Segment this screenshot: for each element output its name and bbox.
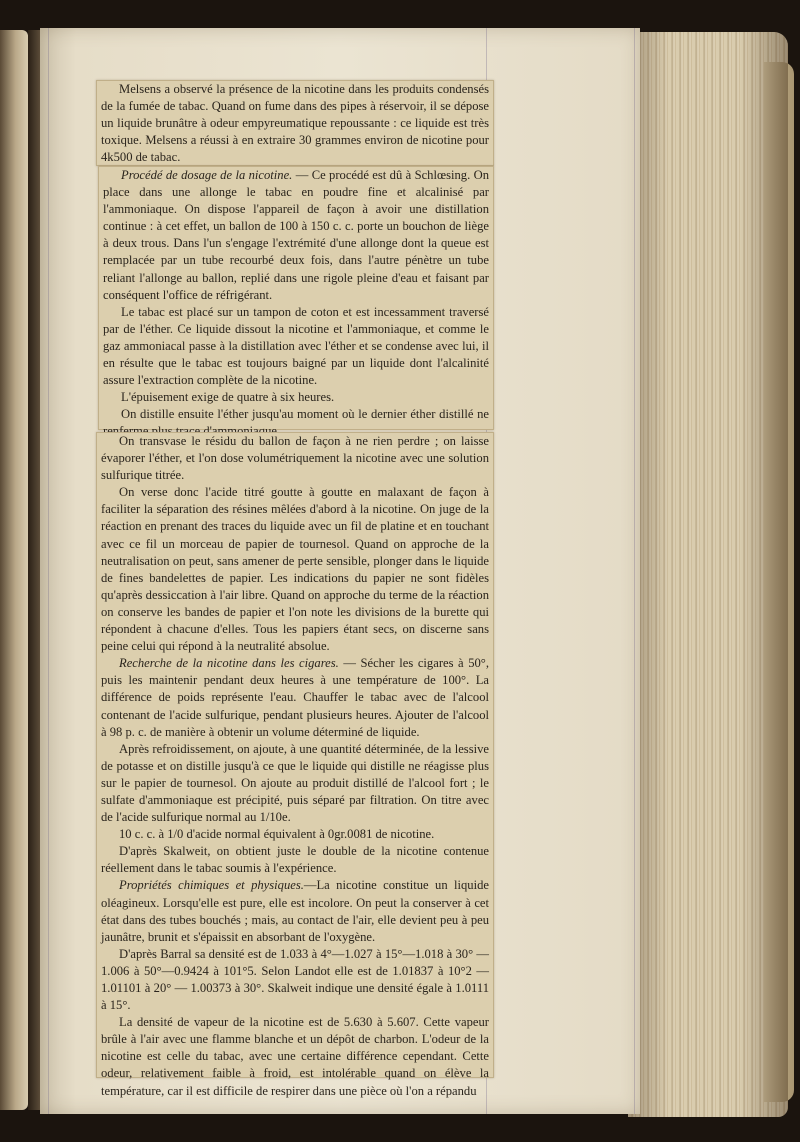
clipping-paragraph: 10 c. c. à 1/0 d'acide normal équivalent à 0gr.0081 de nicotine. — [119, 827, 435, 842]
margin-rule-right — [634, 28, 635, 1114]
clipping-paragraph: Melsens a observé la présence de la nicotine dans les produits condensés de la fumée de tabac. Quand on fume dans des pipes à réservoir, il se dépose un liquide brunâtre à odeur empyreumatique repoussante : ce liquide est très toxique. Melsens a réussi à en extraire 30 grammes environ de nicotine pour 4k500 de tabac. — [101, 82, 489, 165]
clipping-paragraph: D'après Barral sa densité est de 1.033 à 4°—1.027 à 15°—1.018 à 30° —1.006 à 50°—0.9424 à 101°5. Selon Landot elle est de 1.01837 à 10°2 — 1.01101 à 20° — 1.00373 à 30°. Skalweit indique une densité égale à 1.0111 à 15°. — [101, 946, 489, 1013]
clipping-paragraph: On verse donc l'acide titré goutte à goutte en malaxant de façon à faciliter la séparation des résines mêlées d'abord à la nicotine. On juge de la réaction en prenant des traces du liquide avec un fil de platine et en touchant avec ce fil un morceau de papier de tournesol. Quand on approche de la neutralisation on peut, sans amener de perte sensible, plonger dans le liquide de fines bandelettes de papier. Les indications du papier ne sont fidèles qu'après dessiccation à l'air libre. Quand on approche du terme de la réaction on conserve les bandes de papier et l'on note les divisions de la burette qui répondent à chacune d'elles. Tous les papiers étant secs, on discerne sans peine celui qui répond à la neutralité absolue. — [101, 485, 489, 654]
left-page-edge — [0, 30, 28, 1110]
clipping-paragraph: On distille ensuite l'éther jusqu'au moment où le dernier éther distillé ne — [121, 407, 489, 422]
page-stack-edges — [628, 32, 788, 1117]
newspaper-clipping-1 — [96, 80, 494, 166]
clipping-paragraph: L'épuisement exige de quatre à six heures. — [121, 390, 335, 405]
clipping-paragraph: Le tabac est placé sur un tampon de coton et est incessamment traversé par de l'éther. Ce liquide dissout la nicotine et l'ammoniaque, et comme le gaz ammoniacal passe à la distillation avec l'éther et se condense avec lui, il en résulte que le tabac est toujours baigné par un liquide dont l'alcalinité assure l'extraction complète de la nicotine. — [103, 304, 489, 388]
clipping-paragraph: On transvase le résidu du ballon de façon à ne rien perdre ; on laisse évaporer l'éther, et l'on dose volumétriquement la nicotine avec une solution sulfurique titrée. — [101, 434, 489, 483]
newspaper-clipping-3 — [96, 432, 494, 1098]
clipping-paragraph: Procédé de dosage de la nicotine. — Ce procédé est dû à Schlœsing. On place dans une allonge le tabac en poudre fine et alcalinisé par l'ammoniaque. On dispose l'appareil de façon à avoir une distillation continue : à cet effet, un ballon de 100 à 150 c. c. porte un bouchon de liège à deux trous. Dans l'un s'engage l'extrémité d'une allonge dont la queue est remplacée par un tube recourbé deux fois, dans l'autre pénètre un tube reliant l'allonge au ballon, replié dans une rigole pleine d'eau et faisant par conséquent l'office de réfrigérant. — [103, 168, 489, 302]
section-heading: Recherche de la nicotine dans les cigares. — [119, 656, 339, 671]
section-heading: Procédé de dosage de la nicotine. — [121, 168, 293, 182]
clipping-paragraph: D'après Skalweit, on obtient juste le double de la nicotine contenue réellement dans le tabac soumis à l'expérience. — [101, 844, 489, 876]
clipping-paragraph: Après refroidissement, on ajoute, à une quantité déterminée, de la lessive de potasse et on distille jusqu'à ce que le liquide qui distille ne réagisse plus sur le papier de tournesol. On ajoute au produit distillé de l'alcool fort ; le sulfate d'ammoniaque est précipité, puis séparé par filtration. On titre avec de l'acide sulfurique normal au 1/10e. — [101, 741, 489, 825]
newspaper-clipping-2 — [98, 166, 494, 430]
clipping-paragraph: La densité de vapeur de la nicotine est de 5.630 à 5.607. Cette vapeur brûle à l'air avec une flamme blanche et un dépôt de charbon. L'odeur de la nicotine est celle du tabac, avec une certaine différence cependant. Cette odeur, relativement faible à froid, est intolérable quand on élève la température, car il est difficile de respirer dans une pièce où l'on a répandu — [101, 1015, 489, 1098]
margin-rule — [48, 28, 49, 1114]
section-heading: Propriétés chimiques et physiques. — [119, 878, 304, 893]
clipping-paragraph: Propriétés chimiques et physiques.—La nicotine constitue un liquide oléagineux. Lorsqu'elle est pure, elle est incolore. On peut la conserver à cet état dans des tubes bouchés ; mais, au contact de l'air, elle devient peu à peu jaunâtre, brunit et s'épaissit en absorbant de l'oxygène. — [101, 878, 489, 944]
clipping-paragraph: Recherche de la nicotine dans les cigares. — Sécher les cigares à 50°, puis les maintenir pendant deux heures à une température de 100°. La différence de poids représente l'eau. Chauffer le tabac avec de l'alcool contenant de l'acide sulfurique, pendant plusieurs heures. Ajouter de l'alcool à 98 p. c. de manière à obtenir un volume déterminé de liquide. — [101, 656, 489, 739]
